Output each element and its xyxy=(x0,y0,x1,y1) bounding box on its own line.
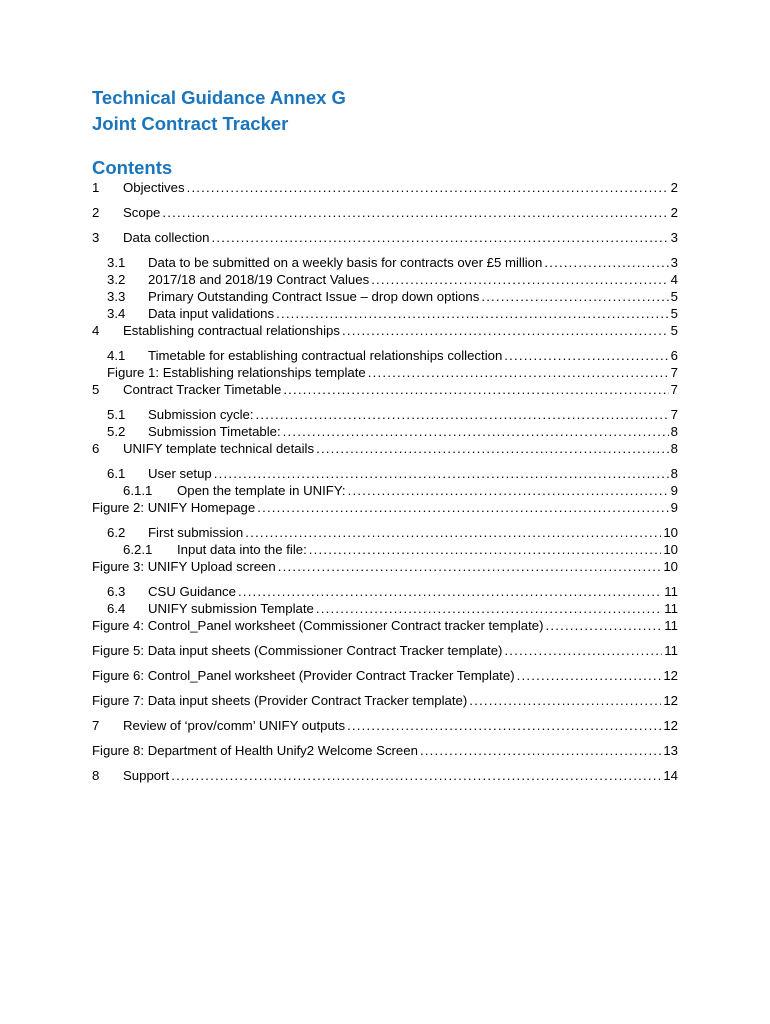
toc-leader-dots xyxy=(278,558,662,575)
toc-number: 1 xyxy=(92,180,100,195)
toc-leader-dots xyxy=(283,381,668,398)
toc-title: Figure 7: Data input sheets (Provider Contract Tracker template) xyxy=(92,693,468,708)
toc-leader-dots xyxy=(309,541,662,558)
toc-page-number: 11 xyxy=(664,618,678,633)
toc-entry[interactable] xyxy=(107,600,678,617)
toc-entry[interactable] xyxy=(107,305,678,322)
toc-title: Figure 1: Establishing relationships template xyxy=(107,365,366,380)
toc-page-number: 7 xyxy=(670,407,678,422)
toc-title: Establishing contractual relationships xyxy=(123,323,340,338)
toc-title: Objectives xyxy=(123,180,185,195)
toc-page-number: 9 xyxy=(670,500,678,515)
toc-leader-dots xyxy=(544,254,668,271)
toc-title: Figure 2: UNIFY Homepage xyxy=(92,500,256,515)
toc-entry[interactable] xyxy=(92,717,678,734)
toc-title: Submission cycle: xyxy=(148,407,254,422)
toc-page-number: 10 xyxy=(663,559,678,574)
toc-title: Scope xyxy=(123,205,161,220)
toc-leader-dots xyxy=(368,364,669,381)
toc-title: Submission Timetable: xyxy=(148,424,281,439)
toc-page-number: 7 xyxy=(670,365,678,380)
toc-entry[interactable] xyxy=(92,179,678,196)
toc-leader-dots xyxy=(517,667,662,684)
toc-entry[interactable] xyxy=(92,642,678,659)
toc-number: 2 xyxy=(92,205,100,220)
toc-number: 5 xyxy=(92,382,100,397)
toc-entry[interactable] xyxy=(92,229,678,246)
toc-leader-dots xyxy=(420,742,661,759)
toc-leader-dots xyxy=(212,229,669,246)
toc-entry[interactable] xyxy=(107,254,678,271)
toc-entry[interactable] xyxy=(107,364,678,381)
toc-leader-dots xyxy=(316,600,662,617)
toc-page-number: 2 xyxy=(670,180,678,195)
toc-leader-dots xyxy=(257,499,668,516)
toc-title: Contract Tracker Timetable xyxy=(123,382,282,397)
toc-page-number: 14 xyxy=(663,768,678,783)
toc-number: 6.1 xyxy=(107,466,126,481)
toc-page-number: 8 xyxy=(670,466,678,481)
toc-leader-dots xyxy=(348,482,669,499)
toc-number: 6.2.1 xyxy=(123,542,153,557)
toc-leader-dots xyxy=(469,692,661,709)
toc-entry[interactable] xyxy=(107,524,678,541)
toc-page-number: 11 xyxy=(664,643,678,658)
toc-page-number: 4 xyxy=(670,272,678,287)
toc-leader-dots xyxy=(162,204,668,221)
toc-title: Review of ‘prov/comm’ UNIFY outputs xyxy=(123,718,346,733)
toc-page-number: 8 xyxy=(670,441,678,456)
toc-title: First submission xyxy=(148,525,244,540)
toc-title: Primary Outstanding Contract Issue – drop down options xyxy=(148,289,480,304)
toc-leader-dots xyxy=(276,305,669,322)
toc-title: Data collection xyxy=(123,230,210,245)
toc-entry[interactable] xyxy=(92,322,678,339)
toc-entry[interactable] xyxy=(92,558,678,575)
toc-title: Figure 3: UNIFY Upload screen xyxy=(92,559,276,574)
toc-page-number: 11 xyxy=(664,601,678,616)
toc-number: 6.4 xyxy=(107,601,126,616)
toc-entry[interactable] xyxy=(92,742,678,759)
toc-page-number: 5 xyxy=(670,289,678,304)
toc-leader-dots xyxy=(245,524,661,541)
toc-number: 3.3 xyxy=(107,289,126,304)
toc-page-number: 3 xyxy=(670,255,678,270)
toc-number: 6.1.1 xyxy=(123,483,153,498)
toc-page-number: 10 xyxy=(663,542,678,557)
toc-page-number: 6 xyxy=(670,348,678,363)
toc-page-number: 2 xyxy=(670,205,678,220)
toc-title: UNIFY template technical details xyxy=(123,441,315,456)
toc-title: Figure 6: Control_Panel worksheet (Provider Contract Tracker Template) xyxy=(92,668,515,683)
toc-leader-dots xyxy=(283,423,669,440)
toc-leader-dots xyxy=(545,617,662,634)
toc-entry[interactable] xyxy=(92,381,678,398)
toc-leader-dots xyxy=(238,583,662,600)
toc-leader-dots xyxy=(371,271,668,288)
document-title-line1: Technical Guidance Annex G xyxy=(92,87,346,108)
toc-entry[interactable] xyxy=(107,583,678,600)
toc-page-number: 12 xyxy=(663,693,678,708)
toc-page-number: 13 xyxy=(663,743,678,758)
document-title-line2: Joint Contract Tracker xyxy=(92,113,289,134)
toc-leader-dots xyxy=(256,406,669,423)
contents-heading: Contents xyxy=(92,157,173,178)
toc-entry[interactable] xyxy=(123,482,678,499)
toc-page-number: 5 xyxy=(670,323,678,338)
toc-page-number: 5 xyxy=(670,306,678,321)
toc-title: Timetable for establishing contractual relationships collection xyxy=(148,348,503,363)
toc-leader-dots xyxy=(347,717,661,734)
toc-entry[interactable] xyxy=(107,347,678,364)
toc-number: 5.1 xyxy=(107,407,126,422)
toc-page-number: 12 xyxy=(663,718,678,733)
toc-number: 6.3 xyxy=(107,584,126,599)
toc-number: 3.4 xyxy=(107,306,126,321)
toc-number: 4 xyxy=(92,323,100,338)
toc-entry[interactable] xyxy=(107,465,678,482)
toc-title: Input data into the file: xyxy=(177,542,307,557)
toc-entry[interactable] xyxy=(107,288,678,305)
toc-title: Figure 5: Data input sheets (Commissioner Contract Tracker template) xyxy=(92,643,503,658)
toc-entry[interactable] xyxy=(92,667,678,684)
toc-entry[interactable] xyxy=(92,204,678,221)
toc-leader-dots xyxy=(481,288,668,305)
toc-entry[interactable] xyxy=(107,423,678,440)
toc-leader-dots xyxy=(187,179,669,196)
toc-number: 6.2 xyxy=(107,525,126,540)
toc-title: Figure 4: Control_Panel worksheet (Commissioner Contract tracker template) xyxy=(92,618,544,633)
toc-entry[interactable] xyxy=(92,692,678,709)
toc-title: UNIFY submission Template xyxy=(148,601,314,616)
toc-title: Figure 8: Department of Health Unify2 Welcome Screen xyxy=(92,743,418,758)
toc-entry[interactable] xyxy=(107,271,678,288)
toc-title: Data input validations xyxy=(148,306,275,321)
toc-number: 4.1 xyxy=(107,348,126,363)
toc-title: Open the template in UNIFY: xyxy=(177,483,346,498)
toc-title: 2017/18 and 2018/19 Contract Values xyxy=(148,272,370,287)
toc-entry[interactable] xyxy=(92,767,678,784)
toc-title: Support xyxy=(123,768,170,783)
toc-title: Data to be submitted on a weekly basis for contracts over £5 million xyxy=(148,255,543,270)
toc-number: 6 xyxy=(92,441,100,456)
toc-number: 8 xyxy=(92,768,100,783)
toc-title: CSU Guidance xyxy=(148,584,236,599)
toc-title: User setup xyxy=(148,466,212,481)
toc-number: 3.1 xyxy=(107,255,126,270)
toc-leader-dots xyxy=(171,767,661,784)
toc-entry[interactable] xyxy=(107,406,678,423)
toc-number: 7 xyxy=(92,718,100,733)
toc-page-number: 7 xyxy=(670,382,678,397)
toc-entry[interactable] xyxy=(92,440,678,457)
toc-number: 3.2 xyxy=(107,272,126,287)
toc-leader-dots xyxy=(504,347,668,364)
toc-leader-dots xyxy=(316,440,669,457)
toc-page-number: 10 xyxy=(663,525,678,540)
toc-page-number: 12 xyxy=(663,668,678,683)
toc-entry[interactable] xyxy=(92,617,678,634)
toc-page-number: 3 xyxy=(670,230,678,245)
toc-page-number: 11 xyxy=(664,584,678,599)
toc-leader-dots xyxy=(504,642,662,659)
toc-entry[interactable] xyxy=(92,499,678,516)
toc-number: 5.2 xyxy=(107,424,126,439)
toc-page-number: 8 xyxy=(670,424,678,439)
toc-page-number: 9 xyxy=(670,483,678,498)
toc-entry[interactable] xyxy=(123,541,678,558)
toc-number: 3 xyxy=(92,230,100,245)
toc-leader-dots xyxy=(342,322,669,339)
toc-leader-dots xyxy=(214,465,669,482)
